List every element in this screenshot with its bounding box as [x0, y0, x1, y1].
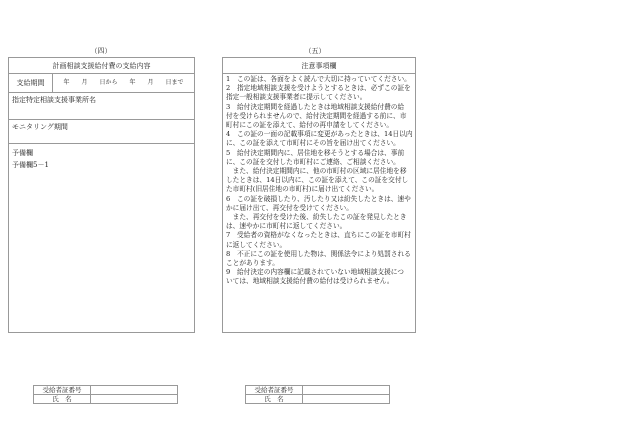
reserve-label: 予備欄 [12, 149, 33, 157]
note-line: 3 給付決定期間を経過したときは地域相談支援給付費の給 [226, 102, 405, 111]
note-line: いては、地域相談支援給付費の給付は受けられません。 [226, 277, 394, 286]
recipient-table-left [33, 385, 178, 404]
note-line: に返してください。 [226, 240, 287, 249]
number-field [91, 386, 178, 395]
note-line: は、速やかに市町村に返してください。 [226, 222, 347, 231]
payment-content-box [8, 57, 195, 333]
page-label-4: （四） [90, 47, 112, 55]
note-line: 8 不正にこの証を使用した物は、関係法令により処罰される [226, 249, 411, 258]
period-row [9, 74, 194, 93]
note-line: 指定一般相談支援事業者に提示してください。 [226, 93, 367, 102]
note-line: 7 受給者の資格がなくなったときは、直ちにこの証を市町村 [226, 231, 411, 240]
note-line: に、この証を交付した市町村にご連絡、ご相談ください。 [226, 157, 400, 166]
notes-title: 注意事項欄 [223, 58, 415, 74]
name-field [303, 395, 390, 404]
box-title: 計画相談支援給付費の支給内容 [9, 58, 194, 74]
number-label: 受給者証番号 [34, 386, 91, 395]
note-line: かに届け出て、再交付を受けてください。 [226, 203, 353, 212]
notes-box [222, 57, 416, 333]
reserve-section [9, 144, 194, 174]
notes-list [223, 74, 415, 288]
number-field [303, 386, 390, 395]
monitoring-label: モニタリング期間 [12, 123, 68, 131]
note-line: に、この証を添えて市町村にその旨を届け出てください。 [226, 139, 400, 148]
note-line: したときは、14日以内に、この証を添えて、この証を交付し [226, 176, 409, 185]
office-row [9, 93, 194, 120]
note-line: 9 給付決定の内容欄に記載されていない地域相談支援につ [226, 268, 404, 277]
number-label: 受給者証番号 [246, 386, 303, 395]
recipient-table-right [245, 385, 390, 404]
note-line: た市町村(旧居住地の市町村)に届け出てください。 [226, 185, 379, 194]
note-line: 1 この証は、各面をよく読んで大切に持っていてください。 [226, 75, 411, 83]
note-line: 付を受けられませんので、給付決定期間を経過する前に、市 [226, 111, 407, 120]
monitoring-row [9, 120, 194, 144]
note-line: 4 この証の一面の記載事項に変更があったときは、14日以内 [226, 130, 413, 139]
reserve-sub-label: 予備欄5－1 [12, 161, 49, 169]
name-field [91, 395, 178, 404]
name-label: 氏 名 [34, 395, 91, 404]
page-label-5: （五） [304, 47, 326, 55]
period-label: 支給期間 [9, 74, 53, 92]
note-line: 5 給付決定期間内に、居住地を移そうとする場合は、事前 [226, 148, 405, 157]
note-line: 町村にこの証を添えて、給付の再申請をしてください。 [226, 121, 394, 130]
note-line: また、再交付を受けた後、紛失したこの証を発見したとき [226, 213, 407, 222]
note-line: 6 この証を破損したり、汚したり又は紛失したときは、速や [226, 194, 411, 203]
note-line: また、給付決定期間内に、他の市町村の区域に居住地を移 [226, 167, 407, 176]
period-value: 年 月 日から 年 月 日まで [63, 79, 184, 86]
note-line: ことがあります。 [226, 259, 279, 268]
note-line: 2 指定地域相談支援を受けようとするときは、必ずこの証を [226, 84, 411, 93]
office-label: 指定特定相談支援事業所名 [12, 96, 96, 104]
name-label: 氏 名 [246, 395, 303, 404]
